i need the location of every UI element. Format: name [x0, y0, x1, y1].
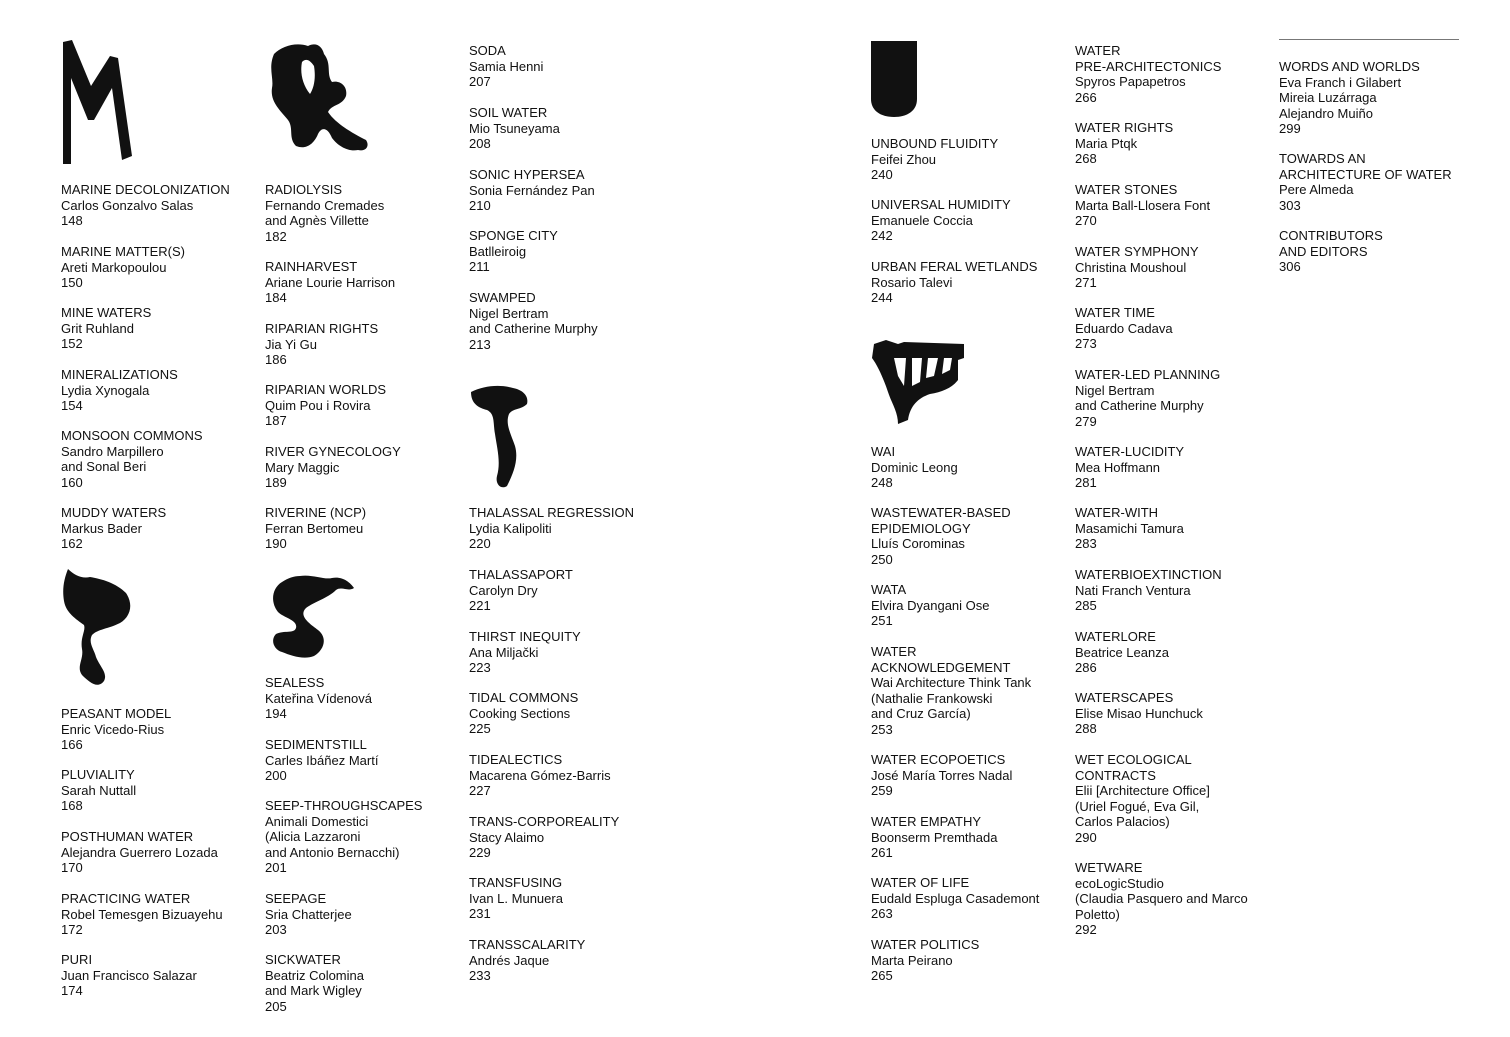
- index-entry: [61, 244, 185, 291]
- index-entry: [265, 382, 386, 429]
- letter-p-shape-icon: [60, 565, 136, 691]
- entry-author: Carles Ibáñez Martí: [265, 752, 379, 768]
- entry-title: MINERALIZATIONS: [61, 367, 178, 382]
- entry-title: WATERLORE: [1075, 629, 1156, 644]
- index-entry: [469, 105, 560, 152]
- entry-author: Carlos Palacios): [1075, 814, 1170, 830]
- entry-page: 268: [1075, 151, 1097, 167]
- entry-author: Feifei Zhou: [871, 151, 937, 167]
- entry-author: Enric Vicedo-Rius: [61, 721, 165, 737]
- entry-author: Beatrice Leanza: [1075, 644, 1169, 660]
- index-entry: [1075, 629, 1169, 676]
- entry-page: 220: [469, 536, 491, 552]
- index-entry: [871, 136, 998, 183]
- entry-page: 231: [469, 906, 491, 922]
- top-divider: [1279, 39, 1459, 40]
- entry-title: THALASSAPORT: [469, 567, 573, 582]
- entry-title: TOWARDS AN: [1279, 151, 1366, 166]
- entry-page: 170: [61, 860, 83, 876]
- entry-page: 290: [1075, 829, 1097, 845]
- index-entry: [61, 505, 166, 552]
- entry-title: SICKWATER: [265, 952, 341, 967]
- index-entry: [1075, 444, 1184, 491]
- index-entry: [871, 582, 990, 629]
- entry-author: (Nathalie Frankowski: [871, 690, 993, 706]
- entry-page: 166: [61, 737, 83, 753]
- entry-title: WATER TIME: [1075, 305, 1155, 320]
- entry-title: RADIOLYSIS: [265, 182, 343, 197]
- entry-author: Lydia Kalipoliti: [469, 520, 552, 536]
- index-entry: [469, 875, 563, 922]
- entry-page: 242: [871, 228, 893, 244]
- entry-title: TRANSFUSING: [469, 875, 563, 890]
- entry-page: 299: [1279, 121, 1301, 137]
- entry-author: Alejandra Guerrero Lozada: [61, 844, 218, 860]
- entry-title: THALASSAL REGRESSION: [469, 505, 634, 520]
- entry-author: Maria Ptqk: [1075, 135, 1138, 151]
- entry-author: and Antonio Bernacchi): [265, 844, 400, 860]
- entry-title: PRACTICING WATER: [61, 891, 191, 906]
- index-entry: [871, 259, 1037, 306]
- index-entry: [1279, 151, 1452, 213]
- letter-w-shape-icon: [868, 336, 968, 430]
- entry-page: 229: [469, 845, 491, 861]
- entry-title: PURI: [61, 952, 93, 967]
- entry-page: 248: [871, 475, 893, 491]
- entry-author: Sonia Fernández Pan: [469, 182, 595, 198]
- entry-page: 253: [871, 721, 893, 737]
- entry-author: Eduardo Cadava: [1075, 320, 1173, 336]
- index-entry: [265, 798, 422, 876]
- index-entry: [1075, 567, 1222, 614]
- entry-page: 190: [265, 536, 287, 552]
- index-entry: [1075, 752, 1210, 846]
- entry-title: URBAN FERAL WETLANDS: [871, 259, 1038, 274]
- index-entry: [469, 43, 543, 90]
- entry-author: Masamichi Tamura: [1075, 520, 1184, 536]
- entry-author: Jia Yi Gu: [265, 336, 318, 352]
- index-entry: [871, 505, 1011, 567]
- entry-title: RIPARIAN WORLDS: [265, 382, 387, 397]
- index-entry: [469, 752, 611, 799]
- entry-title: WATER RIGHTS: [1075, 120, 1174, 135]
- index-entry: [61, 952, 197, 999]
- entry-author: Markus Bader: [61, 520, 142, 536]
- entry-title: ACKNOWLEDGEMENT: [871, 659, 1011, 675]
- entry-title: WATERBIOEXTINCTION: [1075, 567, 1222, 582]
- entry-title: WAI: [871, 444, 896, 459]
- entry-title: WATER ECOPOETICS: [871, 752, 1006, 767]
- entry-title: SODA: [469, 43, 506, 58]
- index-entry: [469, 290, 598, 352]
- entry-title: WATER-LED PLANNING: [1075, 367, 1221, 382]
- entry-author: Nigel Bertram: [1075, 382, 1155, 398]
- entry-author: Juan Francisco Salazar: [61, 967, 197, 983]
- entry-page: 306: [1279, 259, 1301, 275]
- entry-page: 160: [61, 474, 83, 490]
- entry-author: and Sonal Beri: [61, 459, 147, 475]
- entry-author: (Uriel Fogué, Eva Gil,: [1075, 798, 1200, 814]
- entry-title: WATER STONES: [1075, 182, 1178, 197]
- entry-page: 240: [871, 167, 893, 183]
- entry-title: RIVERINE (NCP): [265, 505, 367, 520]
- entry-page: 189: [265, 475, 287, 491]
- index-entry: [1075, 505, 1184, 552]
- entry-page: 162: [61, 536, 83, 552]
- entry-author: Mio Tsuneyama: [469, 120, 560, 136]
- entry-author: ecoLogicStudio: [1075, 875, 1164, 891]
- index-entry: [265, 737, 378, 784]
- entry-page: 150: [61, 275, 83, 291]
- entry-page: 259: [871, 783, 893, 799]
- entry-author: Carlos Gonzalvo Salas: [61, 197, 194, 213]
- entry-title: AND EDITORS: [1279, 243, 1368, 259]
- entry-page: 186: [265, 352, 287, 368]
- entry-page: 210: [469, 198, 491, 214]
- entry-page: 174: [61, 983, 83, 999]
- letter-u-shape-icon: [869, 39, 921, 119]
- entry-page: 223: [469, 660, 491, 676]
- entry-page: 303: [1279, 197, 1301, 213]
- entry-title: ARCHITECTURE OF WATER: [1279, 166, 1452, 182]
- entry-author: Macarena Gómez-Barris: [469, 767, 611, 783]
- index-entry: [61, 367, 178, 414]
- index-entry: [469, 690, 578, 737]
- entry-title: WASTEWATER-BASED: [871, 505, 1011, 520]
- entry-author: Quim Pou i Rovira: [265, 397, 371, 413]
- entry-author: Poletto): [1075, 906, 1120, 922]
- entry-page: 182: [265, 228, 287, 244]
- entry-author: and Agnès Villette: [265, 213, 369, 229]
- letter-r-shape-icon: [262, 40, 374, 156]
- index-entry: [469, 629, 581, 676]
- entry-title: TIDEALECTICS: [469, 752, 563, 767]
- entry-page: 250: [871, 551, 893, 567]
- entry-page: 281: [1075, 475, 1097, 491]
- index-entry: [61, 182, 230, 229]
- entry-title: MONSOON COMMONS: [61, 428, 203, 443]
- entry-page: 270: [1075, 213, 1097, 229]
- index-entry: [469, 567, 573, 614]
- entry-title: MARINE MATTER(S): [61, 244, 185, 259]
- entry-page: 201: [265, 860, 287, 876]
- index-entry: [871, 197, 1011, 244]
- entry-author: Marta Peirano: [871, 952, 953, 968]
- entry-page: 221: [469, 598, 491, 614]
- index-entry: [871, 644, 1031, 738]
- entry-author: Sarah Nuttall: [61, 782, 137, 798]
- index-entry: [871, 752, 1012, 799]
- entry-author: Robel Temesgen Bizuayehu: [61, 906, 223, 922]
- entry-author: Beatriz Colomina: [265, 967, 364, 983]
- entry-title: WATER: [1075, 43, 1121, 58]
- entry-title: WET ECOLOGICAL: [1075, 752, 1192, 767]
- index-entry: [469, 505, 634, 552]
- entry-author: Mireia Luzárraga: [1279, 90, 1377, 106]
- entry-author: Eva Franch i Gilabert: [1279, 74, 1402, 90]
- entry-author: Fernando Cremades: [265, 197, 385, 213]
- entry-page: 187: [265, 413, 287, 429]
- entry-page: 292: [1075, 922, 1097, 938]
- entry-title: UNBOUND FLUIDITY: [871, 136, 999, 151]
- entry-author: Alejandro Muiño: [1279, 105, 1373, 121]
- entry-title: WATA: [871, 582, 907, 597]
- entry-page: 203: [265, 922, 287, 938]
- index-entry: [265, 505, 366, 552]
- index-entry: [1075, 182, 1210, 229]
- index-entry: [265, 444, 401, 491]
- entry-page: 233: [469, 968, 491, 984]
- entry-title: WATER POLITICS: [871, 937, 980, 952]
- entry-author: Elvira Dyangani Ose: [871, 597, 990, 613]
- letter-m-shape-icon: [58, 38, 138, 168]
- entry-author: Ivan L. Munuera: [469, 890, 563, 906]
- entry-author: Lydia Xynogala: [61, 382, 150, 398]
- entry-page: 251: [871, 613, 893, 629]
- entry-title: UNIVERSAL HUMIDITY: [871, 197, 1011, 212]
- entry-title: WATERSCAPES: [1075, 690, 1174, 705]
- index-entry: [1279, 59, 1420, 137]
- entry-page: 244: [871, 290, 893, 306]
- entry-author: Ariane Lourie Harrison: [265, 274, 396, 290]
- entry-title: CONTRACTS: [1075, 767, 1156, 783]
- index-entry: [265, 259, 395, 306]
- entry-page: 286: [1075, 660, 1097, 676]
- index-entry: [265, 182, 384, 244]
- entry-author: Nigel Bertram: [469, 305, 549, 321]
- entry-author: José María Torres Nadal: [871, 767, 1013, 783]
- entry-page: 207: [469, 74, 491, 90]
- entry-author: Animali Domestici: [265, 813, 369, 829]
- entry-title: TRANSSCALARITY: [469, 937, 586, 952]
- entry-page: 208: [469, 136, 491, 152]
- entry-title: WATER EMPATHY: [871, 814, 982, 829]
- letter-s-shape-icon: [262, 572, 358, 662]
- entry-author: and Cruz García): [871, 706, 971, 722]
- index-entry: [1075, 367, 1220, 429]
- entry-page: 200: [265, 768, 287, 784]
- entry-title: PEASANT MODEL: [61, 706, 172, 721]
- entry-page: 194: [265, 706, 287, 722]
- entry-author: Samia Henni: [469, 58, 544, 74]
- entry-author: Stacy Alaimo: [469, 829, 545, 845]
- entry-author: Cooking Sections: [469, 705, 571, 721]
- entry-page: 184: [265, 290, 287, 306]
- entry-page: 285: [1075, 598, 1097, 614]
- index-entry: [1279, 228, 1383, 275]
- entry-author: Carolyn Dry: [469, 582, 538, 598]
- entry-page: 148: [61, 213, 83, 229]
- entry-author: Sandro Marpillero: [61, 443, 164, 459]
- entry-author: Emanuele Coccia: [871, 212, 973, 228]
- index-entry: [469, 937, 585, 984]
- entry-page: 288: [1075, 721, 1097, 737]
- entry-author: Wai Architecture Think Tank: [871, 675, 1032, 691]
- entry-title: SOIL WATER: [469, 105, 548, 120]
- index-entry: [871, 814, 997, 861]
- entry-author: Kateřina Vídenová: [265, 690, 372, 706]
- index-entry: [61, 767, 136, 814]
- index-entry: [871, 937, 979, 984]
- index-entry: [871, 444, 958, 491]
- entry-title: PLUVIALITY: [61, 767, 135, 782]
- entry-author: (Alicia Lazzaroni: [265, 829, 361, 845]
- entry-title: MARINE DECOLONIZATION: [61, 182, 230, 197]
- entry-author: Rosario Talevi: [871, 274, 953, 290]
- entry-author: Pere Almeda: [1279, 182, 1354, 198]
- index-entry: [265, 675, 372, 722]
- index-entry: [1075, 120, 1173, 167]
- entry-author: Eudald Espluga Casademont: [871, 890, 1040, 906]
- entry-author: Mea Hoffmann: [1075, 459, 1161, 475]
- entry-author: Grit Ruhland: [61, 320, 134, 336]
- entry-title: TRANS-CORPOREALITY: [469, 814, 620, 829]
- entry-title: SEEPAGE: [265, 891, 327, 906]
- entry-author: Boonserm Premthada: [871, 829, 998, 845]
- entry-author: Spyros Papapetros: [1075, 74, 1186, 90]
- entry-author: Elii [Architecture Office]: [1075, 783, 1210, 799]
- entry-title: WATER-LUCIDITY: [1075, 444, 1185, 459]
- entry-title: CONTRIBUTORS: [1279, 228, 1383, 243]
- entry-author: Nati Franch Ventura: [1075, 582, 1191, 598]
- index-entry: [265, 952, 364, 1014]
- entry-author: and Mark Wigley: [265, 983, 362, 999]
- entry-title: SWAMPED: [469, 290, 536, 305]
- entry-title: WORDS AND WORLDS: [1279, 59, 1420, 74]
- entry-page: 279: [1075, 413, 1097, 429]
- entry-title: WATER: [871, 644, 917, 659]
- entry-author: and Catherine Murphy: [1075, 398, 1204, 414]
- index-entry: [265, 891, 352, 938]
- entry-author: and Catherine Murphy: [469, 321, 598, 337]
- index-entry: [1075, 43, 1221, 105]
- entry-page: 168: [61, 798, 83, 814]
- index-entry: [469, 814, 619, 861]
- entry-title: WETWARE: [1075, 860, 1143, 875]
- entry-title: WATER-WITH: [1075, 505, 1159, 520]
- index-entry: [1075, 244, 1199, 291]
- entry-page: 213: [469, 336, 491, 352]
- entry-title: SEEP-THROUGHSCAPES: [265, 798, 423, 813]
- entry-title: SPONGE CITY: [469, 228, 558, 243]
- entry-author: Areti Markopoulou: [61, 259, 167, 275]
- entry-author: Ferran Bertomeu: [265, 520, 364, 536]
- entry-title: WATER OF LIFE: [871, 875, 970, 890]
- entry-title: EPIDEMIOLOGY: [871, 520, 971, 536]
- entry-title: MINE WATERS: [61, 305, 152, 320]
- index-entry: [871, 875, 1039, 922]
- index-entry: [61, 829, 218, 876]
- entry-page: 225: [469, 721, 491, 737]
- entry-title: SEALESS: [265, 675, 325, 690]
- entry-author: Mary Maggic: [265, 459, 340, 475]
- entry-page: 283: [1075, 536, 1097, 552]
- entry-title: TIDAL COMMONS: [469, 690, 579, 705]
- index-entry: [265, 321, 378, 368]
- entry-page: 265: [871, 968, 893, 984]
- index-entry: [61, 891, 223, 938]
- entry-author: Andrés Jaque: [469, 952, 550, 968]
- index-entry: [61, 706, 171, 753]
- entry-page: 205: [265, 998, 287, 1014]
- entry-page: 152: [61, 336, 83, 352]
- index-entry: [1075, 305, 1173, 352]
- entry-title: SEDIMENTSTILL: [265, 737, 367, 752]
- entry-author: Sria Chatterjee: [265, 906, 352, 922]
- entry-title: RAINHARVEST: [265, 259, 358, 274]
- entry-page: 271: [1075, 275, 1097, 291]
- index-entry: [1075, 690, 1203, 737]
- index-entry: [61, 305, 151, 352]
- entry-author: Dominic Leong: [871, 459, 958, 475]
- entry-author: Christina Moushoul: [1075, 259, 1187, 275]
- entry-title: PRE-ARCHITECTONICS: [1075, 58, 1222, 74]
- entry-page: 263: [871, 906, 893, 922]
- index-entry: [469, 228, 558, 275]
- index-entry: [61, 428, 203, 490]
- entry-page: 211: [469, 259, 490, 275]
- entry-author: Marta Ball-Llosera Font: [1075, 197, 1211, 213]
- entry-page: 227: [469, 783, 491, 799]
- entry-page: 154: [61, 398, 83, 414]
- entry-title: WATER SYMPHONY: [1075, 244, 1199, 259]
- entry-title: THIRST INEQUITY: [469, 629, 581, 644]
- entry-author: (Claudia Pasquero and Marco: [1075, 891, 1248, 907]
- entry-title: POSTHUMAN WATER: [61, 829, 194, 844]
- entry-author: Ana Miljački: [469, 644, 539, 660]
- entry-page: 273: [1075, 336, 1097, 352]
- entry-title: MUDDY WATERS: [61, 505, 167, 520]
- index-entry: [469, 167, 595, 214]
- entry-title: SONIC HYPERSEA: [469, 167, 585, 182]
- entry-page: 172: [61, 922, 83, 938]
- entry-author: Batlleiroig: [469, 243, 527, 259]
- index-entry: [1075, 860, 1248, 938]
- entry-title: RIVER GYNECOLOGY: [265, 444, 401, 459]
- entry-page: 261: [871, 845, 893, 861]
- entry-author: Lluís Corominas: [871, 536, 965, 552]
- letter-t-shape-icon: [465, 382, 535, 492]
- entry-title: RIPARIAN RIGHTS: [265, 321, 379, 336]
- entry-page: 266: [1075, 89, 1097, 105]
- entry-author: Elise Misao Hunchuck: [1075, 705, 1203, 721]
